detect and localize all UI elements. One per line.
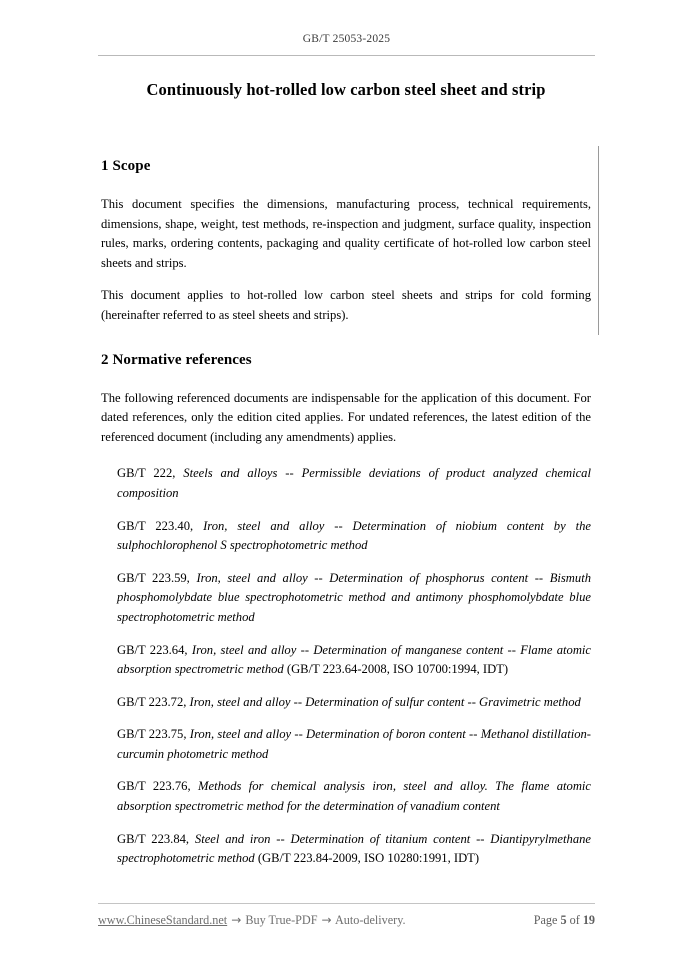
list-item xyxy=(101,517,591,556)
reference-number: GB/T 223.72, xyxy=(117,694,187,709)
reference-number: GB/T 223.75, xyxy=(117,727,187,742)
arrow-right-icon: → xyxy=(321,913,332,927)
reference-title: Steel and iron -- Determination of titanium content -- Diantipyrylmethane spectrophotometric method xyxy=(117,831,592,866)
current-page-number: 5 xyxy=(560,913,567,927)
reference-number: GB/T 223.84, xyxy=(117,831,190,846)
normative-references-intro: The following referenced documents are indispensable for the application of this document. For dated references, only the edition cited applies. For undated references, the latest edition of the referenced document (including any amendments) applies. xyxy=(101,390,591,444)
list-item xyxy=(101,725,591,764)
revision-change-bar xyxy=(598,146,599,335)
reference-title: Iron, steel and alloy -- Determination of phosphorus content -- Bismuth phosphomolybdate blue spectrophotometric method and antimony phosphomolybdate blue spectrophotometric method xyxy=(117,570,591,624)
list-item xyxy=(101,464,591,503)
arrow-right-icon: → xyxy=(231,913,242,927)
footer-promo xyxy=(98,913,406,928)
list-item xyxy=(101,693,591,713)
scope-paragraph-1: This document specifies the dimensions, manufacturing process, technical requirements, dimensions, shape, weight, test methods, re-inspection and judgment, surface quality, inspection rules, marks, ordering contents, packaging and quality certificate of hot-rolled low carbon steel sheets and strips. xyxy=(101,197,591,270)
list-item xyxy=(101,777,591,816)
of-label: of xyxy=(569,913,580,927)
document-content xyxy=(101,72,591,869)
section-heading-normative-references: 2 Normative references xyxy=(101,351,252,368)
reference-number: GB/T 223.59, xyxy=(117,570,190,585)
page-footer xyxy=(98,913,595,928)
footer-delivery-text: Auto-delivery. xyxy=(334,913,406,927)
list-item xyxy=(101,641,591,680)
page-title: Continuously hot-rolled low carbon steel sheet and strip xyxy=(146,80,546,99)
reference-title: Steels and alloys -- Permissible deviations of product analyzed chemical composition xyxy=(117,466,591,500)
page-label: Page xyxy=(533,913,558,927)
reference-title: Iron, steel and alloy -- Determination of sulfur content -- Gravimetric method xyxy=(189,694,581,709)
reference-number: GB/T 223.64, xyxy=(117,642,188,657)
running-header: GB/T 25053-2025 xyxy=(302,33,391,45)
section-heading-scope: 1 Scope xyxy=(101,158,151,174)
header-divider xyxy=(98,55,595,56)
reference-equivalence: (GB/T 223.84-2009, ISO 10280:1991, IDT) xyxy=(257,851,480,866)
total-page-count: 19 xyxy=(582,913,595,927)
list-item xyxy=(101,569,591,628)
reference-title: Methods for chemical analysis iron, steel and alloy. The flame atomic absorption spectrometric method for the determination of vanadium content xyxy=(117,779,592,814)
page-number-indicator xyxy=(534,913,595,928)
reference-title: Iron, steel and alloy -- Determination of niobium content by the sulphochlorophenol S spectrophotometric method xyxy=(117,518,591,553)
reference-number: GB/T 223.76, xyxy=(117,779,191,794)
list-item xyxy=(101,830,591,869)
reference-number: GB/T 223.40, xyxy=(117,518,194,533)
reference-list xyxy=(101,464,591,869)
footer-divider xyxy=(98,903,595,904)
website-link[interactable]: www.ChineseStandard.net xyxy=(98,913,228,927)
scope-paragraph-2: This document applies to hot-rolled low carbon steel sheets and strips for cold forming (hereinafter referred to as steel sheets and strips). xyxy=(101,288,591,322)
reference-equivalence: (GB/T 223.64-2008, ISO 10700:1994, IDT) xyxy=(286,662,509,677)
footer-buy-text: Buy True-PDF xyxy=(245,913,318,927)
reference-number: GB/T 222, xyxy=(117,466,176,481)
reference-title: Iron, steel and alloy -- Determination of manganese content -- Flame atomic absorption spectrometric method xyxy=(117,642,592,677)
reference-title: Iron, steel and alloy -- Determination of boron content -- Methanol distillation-curcumin photometric method xyxy=(117,727,591,761)
